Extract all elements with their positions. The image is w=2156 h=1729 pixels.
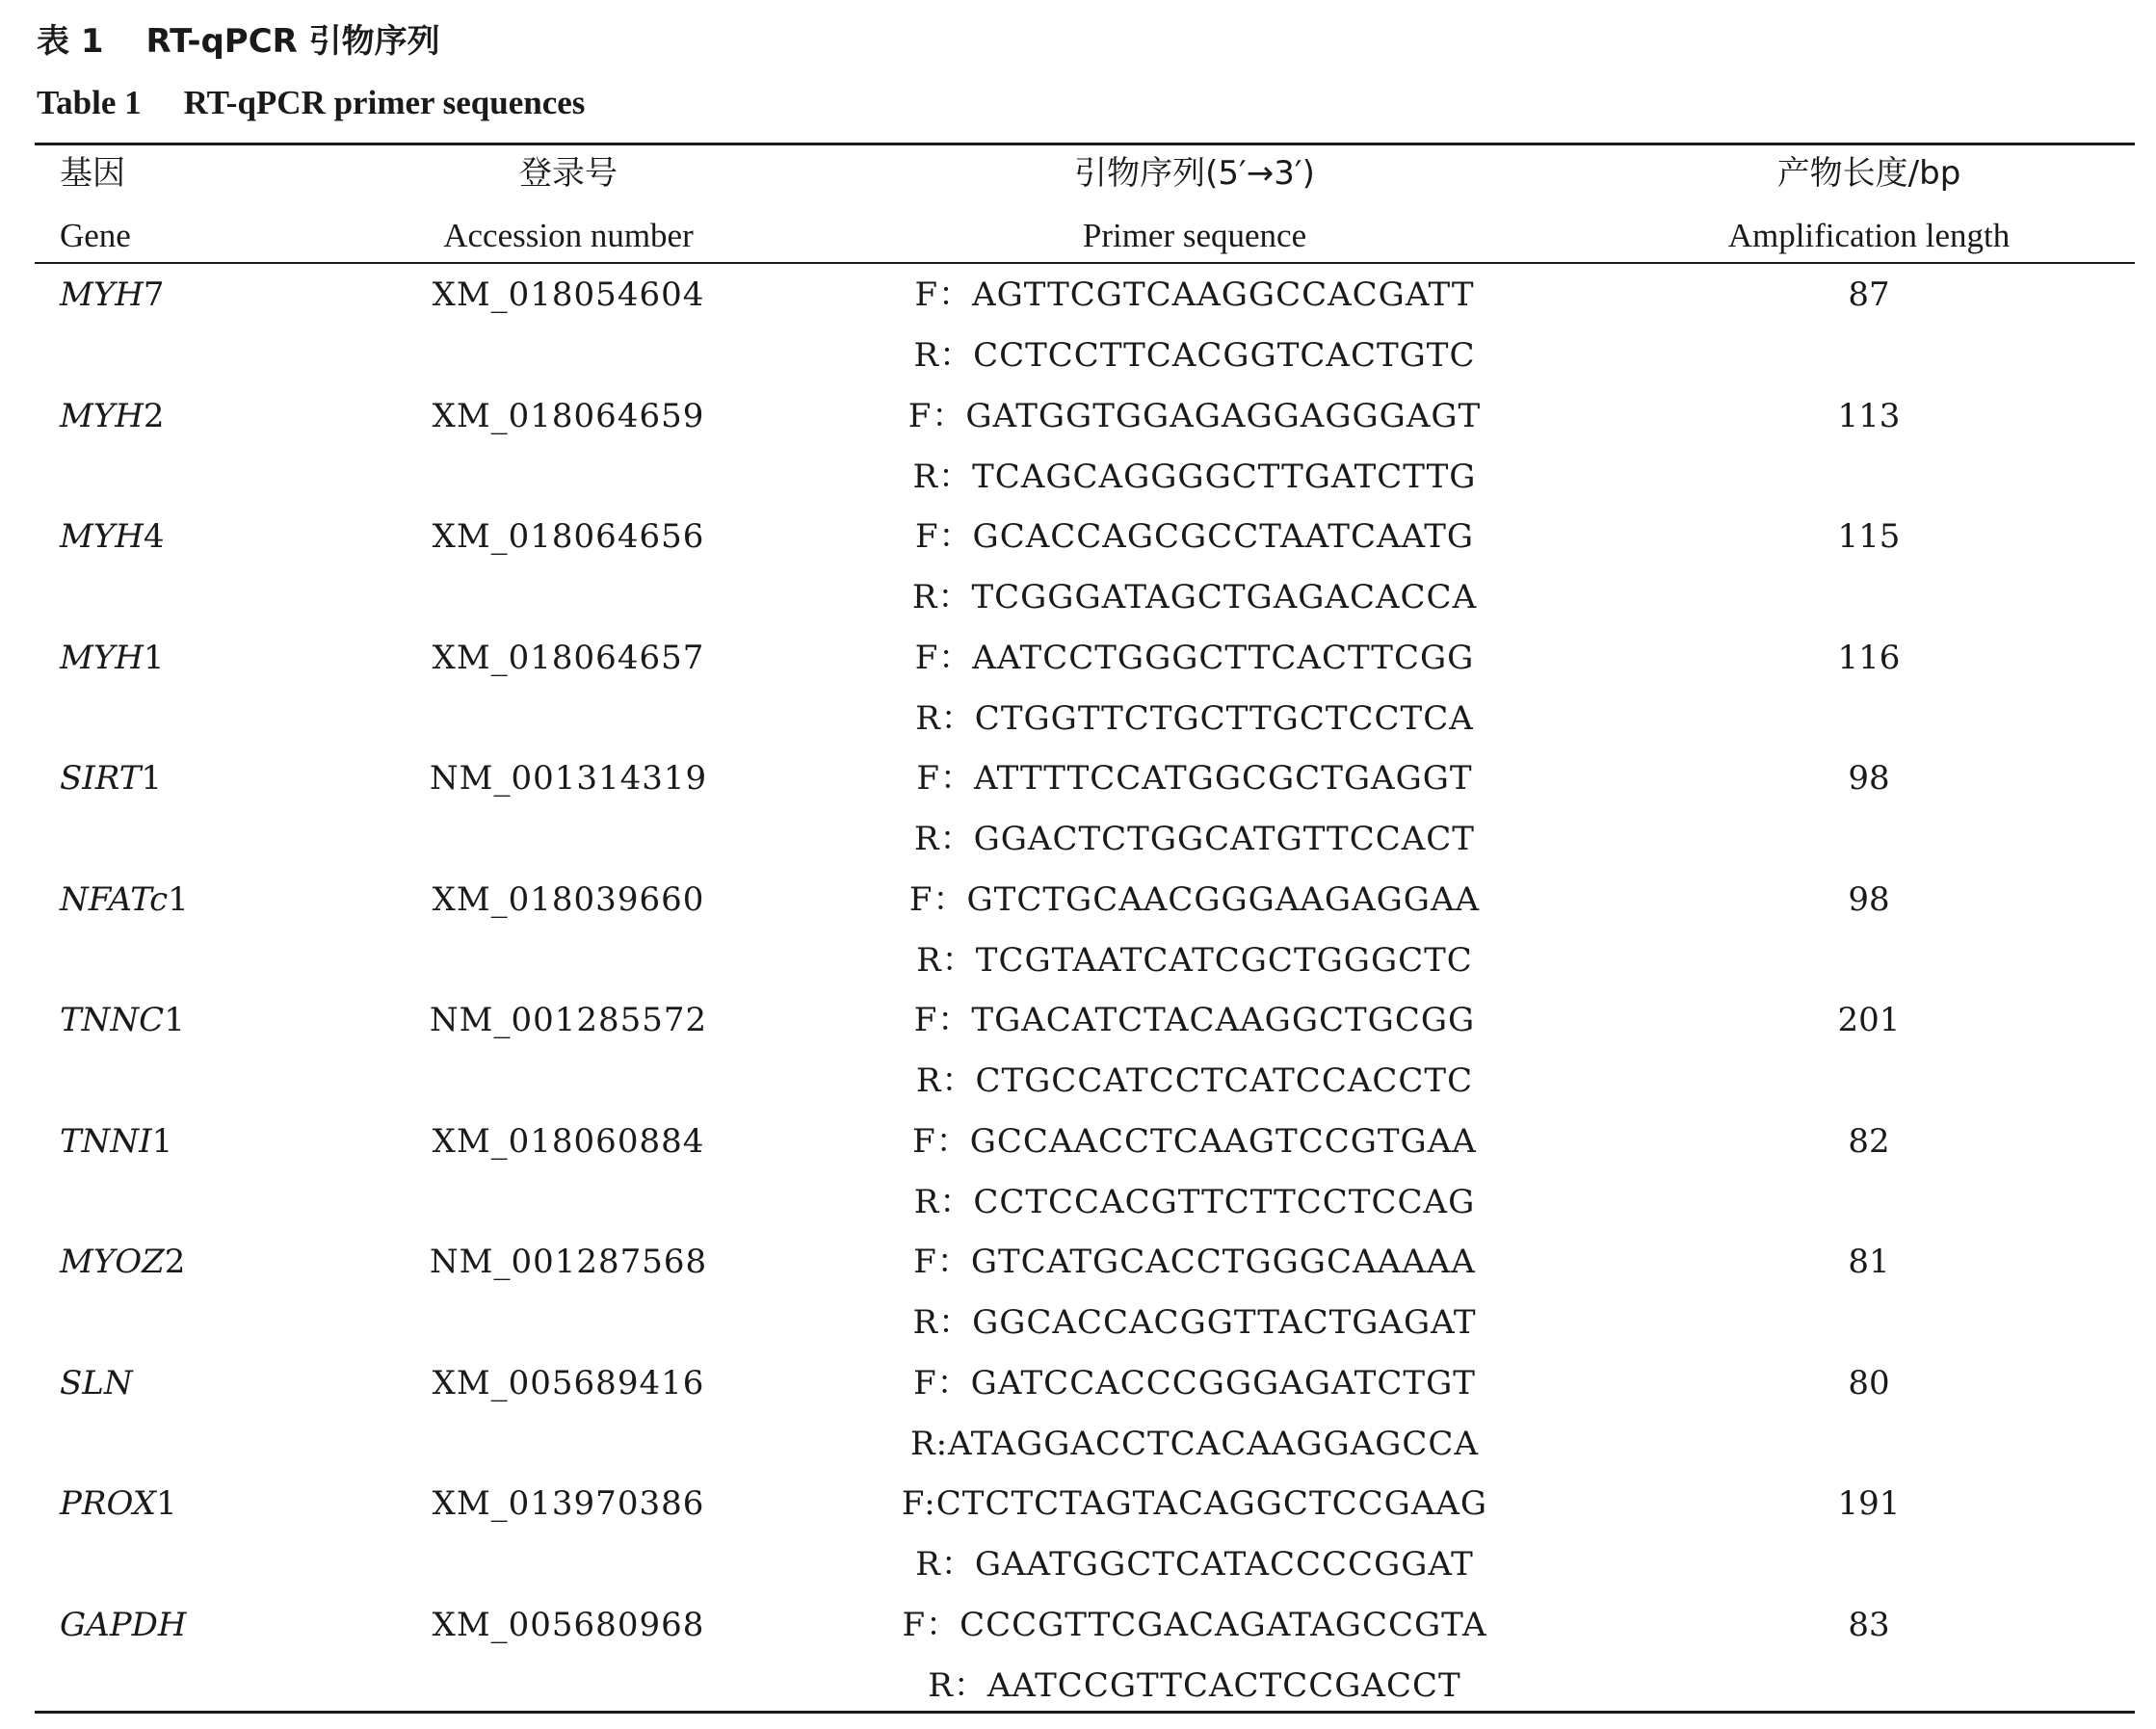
accession-cell: XM_018064656 [432,517,705,556]
length-cell: 98 [1848,759,1890,798]
forward-primer-cell: F：ATTTTCCATGGCGCTGAGGT [916,759,1473,798]
accession-cell: NM_001285572 [429,1001,708,1039]
header-gene-cn: 基因 [60,154,125,193]
header-length-en: Amplification length [1727,217,2011,254]
length-cell: 81 [1848,1243,1890,1281]
gene-name: TNNC [60,1001,165,1039]
table-title-en: RT-qPCR primer sequences [183,84,586,121]
gene-name: MYH [60,517,144,556]
gene-name: PROX [60,1484,156,1523]
accession-cell: XM_018064659 [432,396,705,435]
reverse-primer-cell: R：GGCACCACGGTTACTGAGAT [912,1303,1477,1342]
gene-suffix: 1 [164,1001,185,1039]
gene-cell [60,1122,172,1161]
accession-cell: NM_001314319 [429,759,708,798]
reverse-primer-cell: R：TCGTAATCATCGCTGGGCTC [916,940,1473,980]
gene-suffix: 2 [164,1243,186,1281]
gene-cell [60,517,165,556]
gene-name: MYOZ [60,1243,165,1281]
table-caption-en [37,79,585,127]
forward-primer-cell: F：GATGGTGGAGAGGAGGGAGT [907,396,1482,435]
accession-cell: XM_005680968 [432,1605,705,1644]
gene-cell [60,397,165,435]
accession-cell: XM_005689416 [432,1363,705,1402]
accession-cell: XM_018060884 [432,1121,705,1161]
forward-primer-cell: F：AATCCTGGGCTTCACTTCGG [914,638,1475,677]
gene-suffix: 4 [143,517,165,556]
gene-suffix: 1 [168,879,189,919]
reverse-primer-cell: R:ATAGGACCTCACAAGGAGCCA [909,1424,1479,1463]
reverse-primer-cell: R：CCTCCACGTTCTTCCTCCAG [913,1182,1476,1221]
reverse-primer-cell: R：TCGGGATAGCTGAGACACCA [911,578,1478,616]
gene-suffix: 2 [143,396,165,435]
gene-cell [60,880,189,919]
table-top-rule [35,143,2135,145]
gene-suffix: 1 [141,759,163,798]
table-label-cn: 表 1 [37,22,104,61]
gene-suffix: 7 [143,275,165,314]
gene-cell [60,759,162,798]
length-cell: 115 [1837,517,1901,556]
gene-cell [60,639,165,677]
gene-name: NFATc [60,879,169,919]
gene-cell [60,1606,187,1644]
forward-primer-cell: F：CCCGTTCGACAGATAGCCGTA [902,1605,1487,1644]
gene-suffix: 1 [143,638,165,677]
accession-cell: XM_018039660 [432,879,705,919]
reverse-primer-cell: R：TCAGCAGGGGCTTGATCTTG [912,457,1477,496]
length-cell: 201 [1837,1001,1901,1039]
reverse-primer-cell: R：AATCCGTTCACTCCGACCT [928,1665,1461,1705]
accession-cell: XM_018054604 [432,275,705,314]
header-gene-en: Gene [60,217,131,254]
gene-cell [60,275,165,314]
length-cell: 98 [1848,879,1890,919]
length-cell: 116 [1837,638,1901,677]
forward-primer-cell: F：GCCAACCTCAAGTCCGTGAA [912,1121,1477,1161]
header-primer-cn: 引物序列(5′→3′) [1074,154,1315,193]
gene-cell [60,1243,185,1281]
forward-primer-cell: F：AGTTCGTCAAGGCCACGATT [914,275,1475,314]
gene-name: SIRT [60,759,142,798]
gene-name: MYH [60,275,144,314]
length-cell: 83 [1848,1605,1890,1644]
length-cell: 82 [1848,1121,1890,1161]
gene-suffix: 1 [155,1484,177,1523]
accession-cell: XM_013970386 [432,1484,705,1523]
table-caption-cn [37,17,440,65]
gene-name: TNNI [60,1121,152,1161]
table-title-cn: RT-qPCR 引物序列 [145,22,440,61]
header-accession-cn: 登录号 [519,154,618,193]
reverse-primer-cell: R：GGACTCTGGCATGTTCCACT [914,820,1475,858]
accession-cell: NM_001287568 [429,1243,708,1281]
header-length-cn: 产物长度/bp [1776,154,1961,193]
reverse-primer-cell: R：CCTCCTTCACGGTCACTGTC [913,336,1476,375]
forward-primer-cell: F：GTCATGCACCTGGGCAAAAA [913,1243,1476,1281]
reverse-primer-cell: R：CTGGTTCTGCTTGCTCCTCA [915,698,1474,738]
forward-primer-cell: F:CTCTCTAGTACAGGCTCCGAAG [901,1484,1488,1523]
length-cell: 87 [1848,275,1890,314]
gene-cell [60,1484,177,1523]
reverse-primer-cell: R：GAATGGCTCATACCCCGGAT [915,1545,1474,1584]
gene-name: MYH [60,638,144,677]
gene-cell [60,1001,185,1039]
forward-primer-cell: F：GATCCACCCGGGAGATCTGT [913,1363,1476,1402]
length-cell: 113 [1837,396,1901,435]
length-cell: 80 [1848,1363,1890,1402]
reverse-primer-cell: R：CTGCCATCCTCATCCACCTC [915,1061,1474,1100]
accession-cell: XM_018064657 [432,638,705,677]
gene-suffix: 1 [151,1121,173,1161]
header-accession-en: Accession number [443,217,694,254]
gene-cell [60,1364,133,1402]
header-primer-en: Primer sequence [1082,217,1307,254]
gene-name: GAPDH [60,1605,187,1644]
forward-primer-cell: F：TGACATCTACAAGGCTGCGG [913,1001,1476,1039]
table-header-rule [35,262,2135,264]
forward-primer-cell: F：GTCTGCAACGGGAAGAGGAA [908,879,1481,919]
table-bottom-rule [35,1711,2135,1714]
table-label-en: Table 1 [37,84,142,121]
gene-name: MYH [60,396,144,435]
gene-name: SLN [60,1363,133,1402]
forward-primer-cell: F：GCACCAGCGCCTAATCAATG [914,517,1475,556]
length-cell: 191 [1837,1484,1901,1523]
